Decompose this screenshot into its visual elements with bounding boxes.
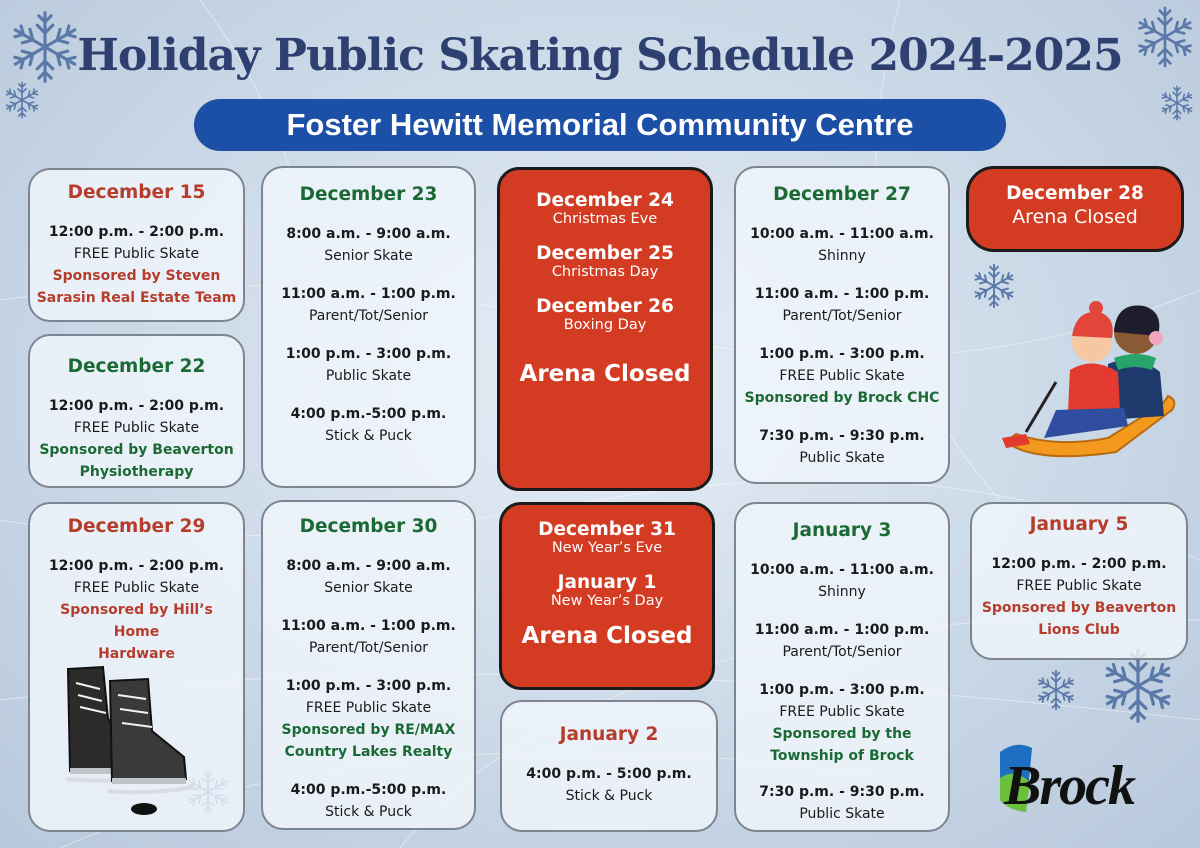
card-december-27	[734, 166, 950, 484]
svg-text:Brock: Brock	[1004, 755, 1134, 817]
page-title: Holiday Public Skating Schedule 2024-2025	[77, 30, 1123, 81]
card-date: December 26	[536, 296, 674, 317]
activity: FREE Public Skate	[73, 580, 200, 596]
time-slot: 4:00 p.m.-5:00 p.m.	[290, 782, 447, 798]
sponsor-line: Sponsored by RE/MAX	[281, 722, 456, 738]
sled-kids-illustration	[996, 292, 1186, 472]
activity: Shinny	[818, 584, 866, 600]
card-december-28-closed	[966, 166, 1184, 252]
activity: Senior Skate	[324, 248, 413, 264]
sponsor-line: Township of Brock	[770, 748, 914, 764]
card-december-30	[261, 500, 476, 830]
time-slot: 1:00 p.m. - 3:00 p.m.	[285, 346, 452, 362]
activity: Parent/Tot/Senior	[782, 308, 902, 324]
card-date: January 3	[792, 520, 892, 541]
time-slot: 12:00 p.m. - 2:00 p.m.	[48, 224, 225, 240]
card-december-23	[261, 166, 476, 488]
card-date: December 24	[536, 190, 674, 211]
activity: FREE Public Skate	[305, 700, 432, 716]
arena-closed-label: Arena Closed	[521, 623, 693, 649]
time-slot: 8:00 a.m. - 9:00 a.m.	[286, 226, 451, 242]
sponsor-line: Sponsored by Beaverton	[39, 442, 234, 458]
time-slot: 11:00 a.m. - 1:00 p.m.	[754, 622, 930, 638]
snowflake-icon	[1034, 668, 1078, 712]
sponsor-line: Lions Club	[1038, 622, 1120, 638]
venue-subtitle: Foster Hewitt Memorial Community Centre	[194, 99, 1006, 151]
sponsor-line: Sponsored by the	[772, 726, 912, 742]
time-slot: 1:00 p.m. - 3:00 p.m.	[285, 678, 452, 694]
holiday-name: Christmas Eve	[552, 211, 658, 227]
activity: FREE Public Skate	[73, 420, 200, 436]
sponsor-line: Hardware	[98, 646, 175, 662]
brock-logo	[996, 738, 1156, 818]
card-date: December 15	[67, 182, 206, 203]
card-date: December 31	[538, 519, 676, 540]
time-slot: 12:00 p.m. - 2:00 p.m.	[991, 556, 1167, 572]
card-date: January 2	[559, 724, 659, 745]
card-date: December 27	[773, 184, 911, 205]
holiday-name: Boxing Day	[563, 317, 647, 333]
activity: FREE Public Skate	[73, 246, 200, 262]
activity: Public Skate	[325, 368, 412, 384]
activity: FREE Public Skate	[779, 704, 905, 720]
time-slot: 7:30 p.m. - 9:30 p.m.	[759, 428, 925, 444]
activity: Parent/Tot/Senior	[308, 640, 429, 656]
card-december-31-january-1-closed	[499, 502, 715, 690]
time-slot: 1:00 p.m. - 3:00 p.m.	[759, 682, 925, 698]
card-december-29	[28, 502, 245, 832]
time-slot: 11:00 a.m. - 1:00 p.m.	[281, 618, 456, 634]
card-date: December 30	[299, 516, 438, 537]
activity: FREE Public Skate	[1016, 578, 1142, 594]
card-date: December 22	[67, 356, 206, 377]
time-slot: 1:00 p.m. - 3:00 p.m.	[759, 346, 925, 362]
activity: Stick & Puck	[325, 428, 412, 444]
snowflake-icon	[2, 80, 42, 120]
time-slot: 10:00 a.m. - 11:00 a.m.	[750, 562, 934, 578]
time-slot: 11:00 a.m. - 1:00 p.m.	[754, 286, 930, 302]
time-slot: 11:00 a.m. - 1:00 p.m.	[281, 286, 456, 302]
time-slot: 10:00 a.m. - 11:00 a.m.	[750, 226, 934, 242]
sponsor-line: Sarasin Real Estate Team	[36, 290, 237, 306]
card-january-3	[734, 502, 950, 832]
time-slot: 12:00 p.m. - 2:00 p.m.	[48, 398, 225, 414]
sponsor-line: Country Lakes Realty	[284, 744, 453, 760]
time-slot: 4:00 p.m.-5:00 p.m.	[290, 406, 447, 422]
activity: Stick & Puck	[565, 788, 653, 804]
card-december-24-26-closed	[497, 167, 713, 491]
sponsor-line: Sponsored by Brock CHC	[744, 390, 940, 406]
activity: Parent/Tot/Senior	[308, 308, 429, 324]
arena-closed-label: Arena Closed	[1012, 206, 1138, 228]
sponsor-line: Sponsored by Steven	[52, 268, 221, 284]
snowflake-icon	[1158, 84, 1196, 122]
card-date: January 1	[557, 572, 657, 593]
activity: Stick & Puck	[325, 804, 412, 820]
arena-closed-label: Arena Closed	[519, 361, 691, 387]
sponsor-line: Physiotherapy	[79, 464, 194, 480]
time-slot: 12:00 p.m. - 2:00 p.m.	[48, 558, 225, 574]
activity: Senior Skate	[324, 580, 413, 596]
sponsor-line: Sponsored by Hill’s Home	[60, 602, 213, 640]
time-slot: 8:00 a.m. - 9:00 a.m.	[286, 558, 451, 574]
holiday-name: New Year’s Eve	[551, 540, 663, 556]
activity: Shinny	[818, 248, 866, 264]
holiday-name: New Year’s Day	[550, 593, 664, 609]
time-slot: 7:30 p.m. - 9:30 p.m.	[759, 784, 925, 800]
card-date: January 5	[1029, 514, 1129, 535]
skates-illustration	[48, 659, 198, 819]
card-date: December 29	[67, 516, 206, 537]
card-date: December 23	[299, 184, 438, 205]
card-date: December 25	[536, 243, 674, 264]
card-date: December 28	[1006, 183, 1144, 204]
time-slot: 4:00 p.m. - 5:00 p.m.	[526, 766, 692, 782]
activity: Public Skate	[799, 450, 885, 466]
holiday-name: Christmas Day	[551, 264, 659, 280]
card-january-2	[500, 700, 718, 832]
activity: FREE Public Skate	[779, 368, 905, 384]
card-january-5	[970, 502, 1188, 660]
activity: Public Skate	[799, 806, 885, 822]
sponsor-line: Sponsored by Beaverton	[981, 600, 1177, 616]
activity: Parent/Tot/Senior	[782, 644, 902, 660]
card-december-22	[28, 334, 245, 488]
card-december-15	[28, 168, 245, 322]
